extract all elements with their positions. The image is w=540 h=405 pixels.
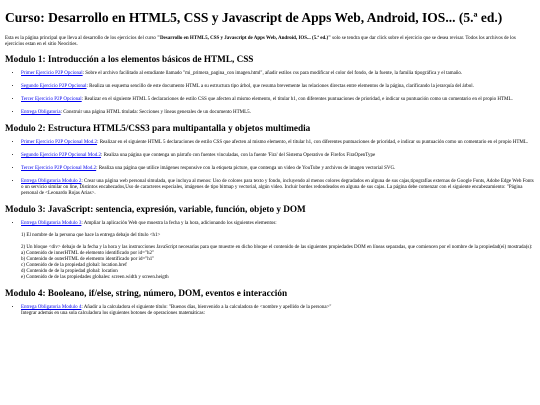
exercise-description: : Construir una página HTML titulada: Secciones y líneas generales de un documento HTML5. [60, 110, 251, 115]
exercise-link[interactable]: Tercer Ejercicio P2P Opcional Mod.2 [21, 166, 97, 171]
module-3-list [5, 221, 535, 281]
exercise-description: : Realiza una página que utilice imágenes responsive con la etiqueta picture, que contenga un video de YouTube y archivos de imagen vectorial SVG. [96, 166, 396, 171]
list-item [21, 166, 535, 172]
module-4-list [5, 305, 535, 317]
exercise-description: : Sobre el archivo facilitado al estudiante llamado "mi_primera_pagina_con imagen.html", añadir estilos css para modificar el color del fondo, de la fuente, la familia tipográfica y el tamaño. [82, 71, 463, 76]
page-title: Curso: Desarrollo en HTML5, CSS y Javascript de Apps Web, Android, IOS... (5.ª ed.) [5, 10, 503, 25]
list-item [21, 71, 535, 77]
exercise-description: : Añadir a la calculadora el siguiente título: "Buenos días, bienvenido a la calculadora de <nombre y apellido de la persona>" [81, 305, 332, 310]
exercise-description: : Realizar en el siguiente HTML 5 declaraciones de estilo CSS que afecten al mismo elemento, el titular h1, con diferentes puntuaciones de prioridad, e indicar su puntuación como un comentario en el propio HTML. [97, 140, 529, 145]
requirement-list [21, 251, 535, 281]
list-item [21, 305, 535, 317]
exercise-description: : Realiza una página que contenga un párrafo con fuentes vinculadas, con la fuente 'Fira' del Sistema Operativo de Firefox FiraOpenType [100, 153, 376, 158]
module-2-list [5, 140, 535, 197]
module-1-heading: Modulo 1: Introducción a los elementos básicos de HTML, CSS [5, 54, 254, 64]
requirement-2: 2) Un bloque <div> debajo de la fecha y la hora y las instrucciones JavaScript necesarias para que muestre en dicho bloque el contenido de las siguientes propiedades DOM en líneas separadas, que comiencen por el nombre de la propiedad(ei) mostrada(s): [21, 245, 533, 250]
exercise-extra: Integrar además en una sola calculadora los siguientes botones de operaciones matemáticas: [21, 311, 205, 316]
requirement-1: 1) El nombre de la persona que hace la entrega debajo del titulo <h1> [21, 233, 161, 238]
exercise-link[interactable]: Primer Ejercicio P2P Opcional [21, 71, 83, 76]
list-item [21, 221, 535, 281]
exercise-link[interactable]: Entrega Obligatoria Modulo 4 [21, 305, 82, 310]
exercise-description: : Crear una página web personal simulada, que incluya al menos: Uso de colores para texto y fondo, incluyendo al menos colores degradados en alguna de sus cajas,tipografías externas de Google Fonts, Adobe Edge Web Fonts o un servicio similar on line, Distintos encabezados,Uso de caracteres especiales, imágenes de tipo bitmap y vectorial, algún video. Incluir bordes redondeados en alguna de sus cajas. La página debe comenzar con el siguiente encabezamiento: "Página personal de <Leonardo Rojas Arias>. [21, 179, 534, 196]
exercise-description: : Realiza un esquema sencillo de este documento HTML a su estructura tipo árbol, que resuma brevemente las relaciones directas entre elementos de la página, clarificando la jerarquía del árbol. [86, 84, 474, 89]
module-4-heading: Modulo 4: Booleano, if/else, string, número, DOM, eventos e interacción [5, 288, 288, 298]
intro-text: Esta es la página principal que lleva al desarrollo de los ejercicios del curso [5, 36, 158, 41]
list-item [21, 140, 535, 146]
exercise-link[interactable]: Tercer Ejercicio P2P Opcional [21, 97, 82, 102]
exercise-link[interactable]: Segundo Ejercicio P2P Opcional [21, 84, 87, 89]
module-2-heading: Modulo 2: Estructura HTML5/CSS3 para multipantalla y objetos multimedia [5, 123, 311, 133]
list-item [21, 179, 535, 197]
list-item [21, 84, 535, 90]
exercise-description: : Realizar en el siguiente HTML 5 declaraciones de estilo CSS que afecten al mismo elemento, el titular h1, con diferentes puntuaciones de prioridad, e indicar su puntuación como un comentario en el propio HTML. [81, 97, 513, 102]
module-1-list [5, 71, 535, 116]
exercise-description: : Ampliar la aplicación Web que muestra la fecha y la hora, adicionando los siguientes elementos: [81, 221, 277, 226]
exercise-line [21, 221, 535, 227]
module-3-heading: Modulo 3: JavaScript: sentencia, expresión, variable, función, objeto y DOM [5, 204, 306, 214]
list-item [21, 97, 535, 103]
exercise-link[interactable]: Primer Ejercicio P2P Opcional Mod.2 [21, 140, 98, 145]
requirement-line: e) Contenido de de las propiedades globales: screen.width y screen.heigth [21, 275, 169, 280]
intro-text-end: solo se tendra que dar click sobre el ejercicio que se desea revisar. Todos los archivos de los ejercicios estan en el sitio Neocities. [5, 36, 516, 47]
list-item [21, 153, 535, 159]
requirement-line: b) Contenido de outerHTML de elemento identificado por id="h1" [21, 257, 155, 262]
exercise-link[interactable]: Entrega Obligatoria Modulo 2 [21, 179, 82, 184]
requirement-line: c) Contenido de de la propiedad global: location.href [21, 263, 127, 268]
exercise-link[interactable]: Entrega Obligatoria Modulo 3 [21, 221, 82, 226]
requirement-line: d) Contenido de de la propiedad global: location [21, 269, 118, 274]
exercise-link[interactable]: Entrega Obligatoria [21, 110, 61, 115]
exercise-link[interactable]: Segundo Ejercicio P2P Opcional Mod.2 [21, 153, 101, 158]
intro-paragraph [5, 36, 535, 48]
intro-course-name: "Desarrollo en HTML5, CSS y Javascript de Apps Web, Android, IOS... (5.ª ed.)" [157, 36, 331, 41]
list-item [21, 110, 535, 116]
requirement-line: a) Contenido de innerHTML de elemento identificado por id="h2" [21, 251, 155, 256]
